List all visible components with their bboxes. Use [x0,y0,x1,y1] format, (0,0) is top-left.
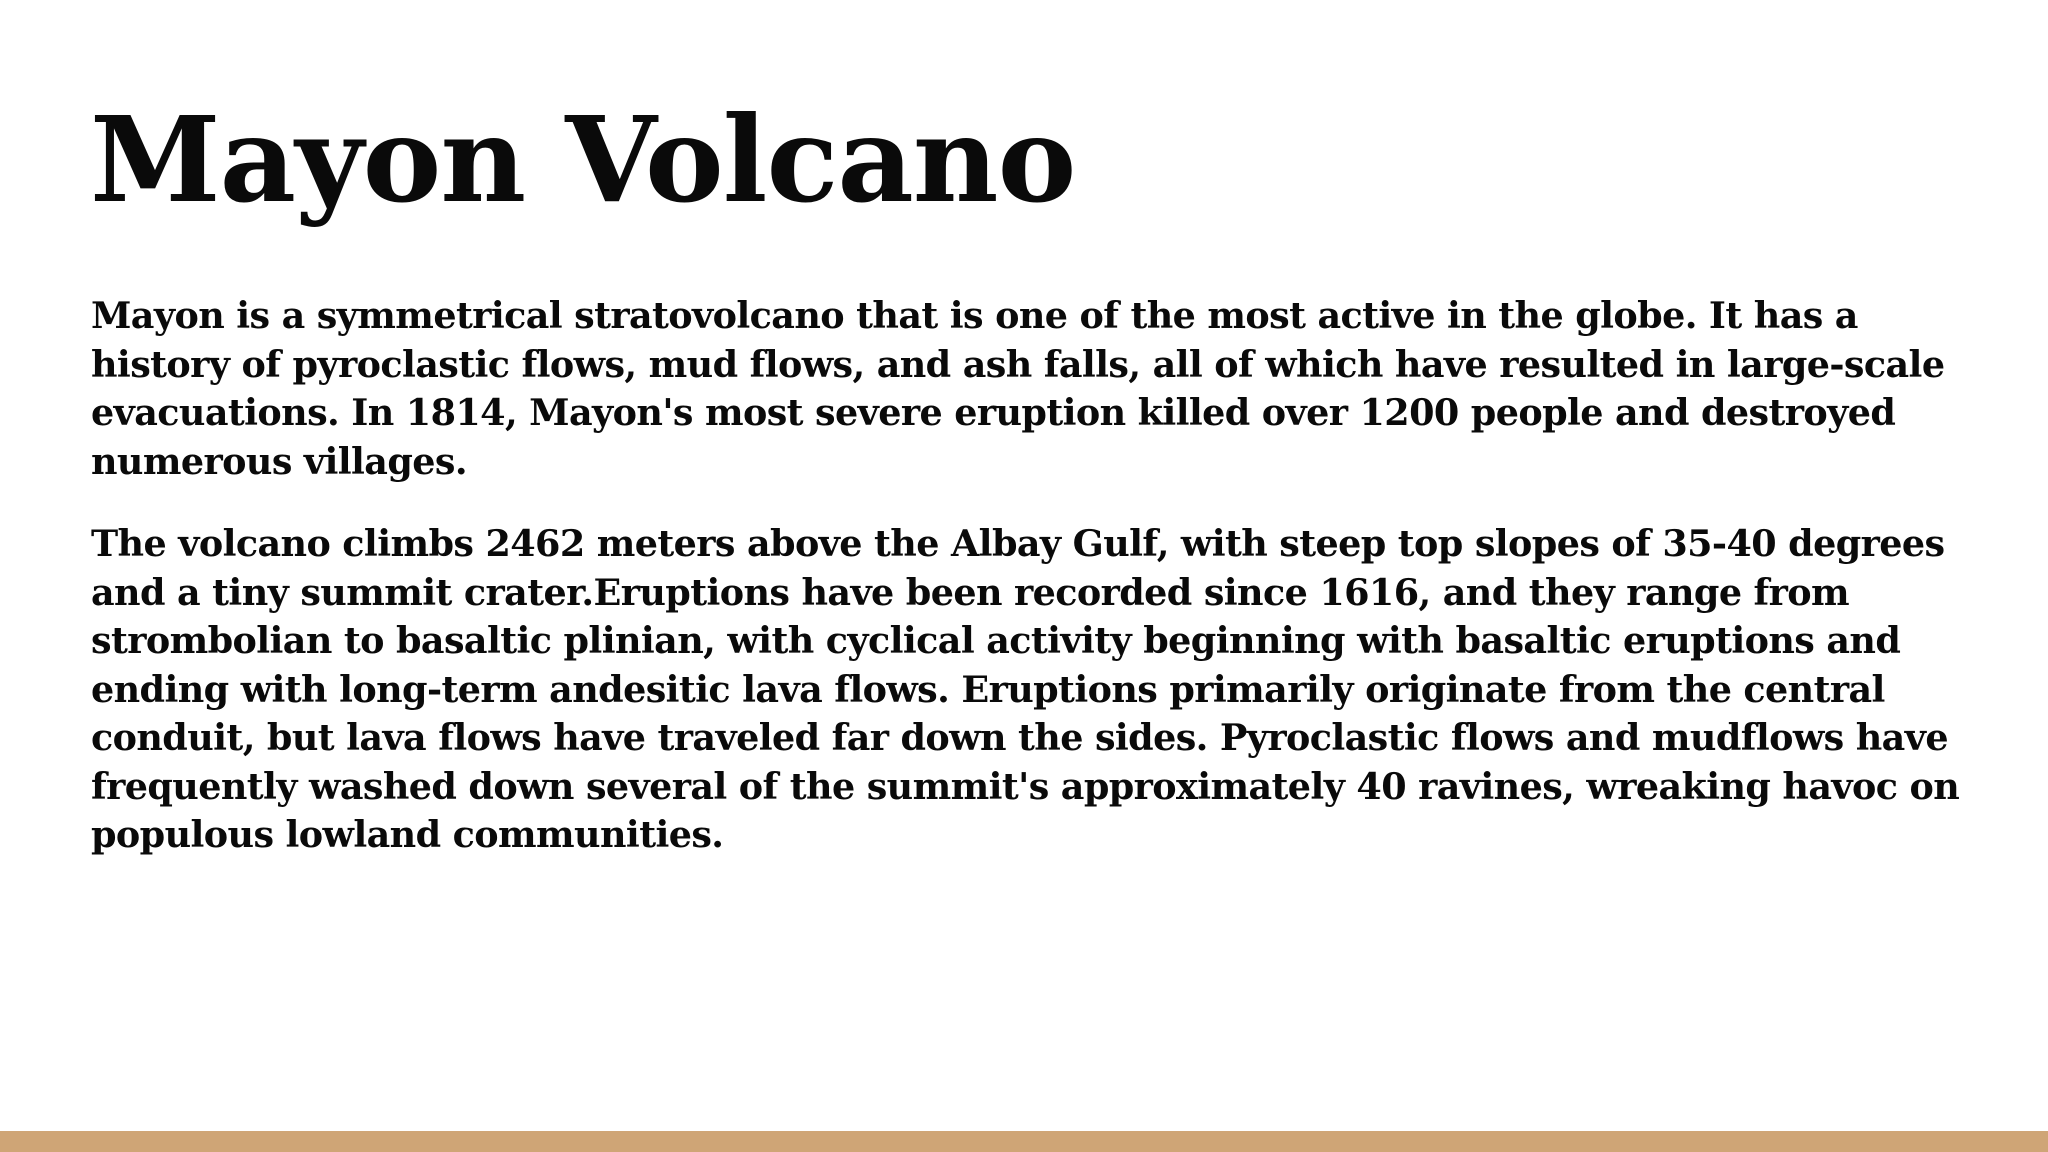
footer-accent-bar [0,1131,2048,1152]
paragraph-history: Mayon is a symmetrical stratovolcano that is one of the most active in the globe. It has a history of pyroclastic flows, mud flows, and ash falls, all of which have resulted in large-scale evacuations. In 1814, Mayon's most severe eruption killed over 1200 people and destroyed numerous villages. [91,294,1945,483]
paragraph-geography: The volcano climbs 2462 meters above the Albay Gulf, with steep top slopes of 35-40 degrees and a tiny summit crater.Eruptions have been recorded since 1616, and they range from strombolian to basaltic plinian, with cyclical activity beginning with basaltic eruptions and ending with long-term andesitic lava flows. Eruptions primarily originate from the central conduit, but lava flows have traveled far down the sides. Pyroclastic flows and mudflows have frequently washed down several of the summit's approximately 40 ravines, wreaking havoc on populous lowland communities. [91,522,1960,856]
slide-body [91,292,1971,860]
slide-title: Mayon Volcano [90,90,1076,229]
